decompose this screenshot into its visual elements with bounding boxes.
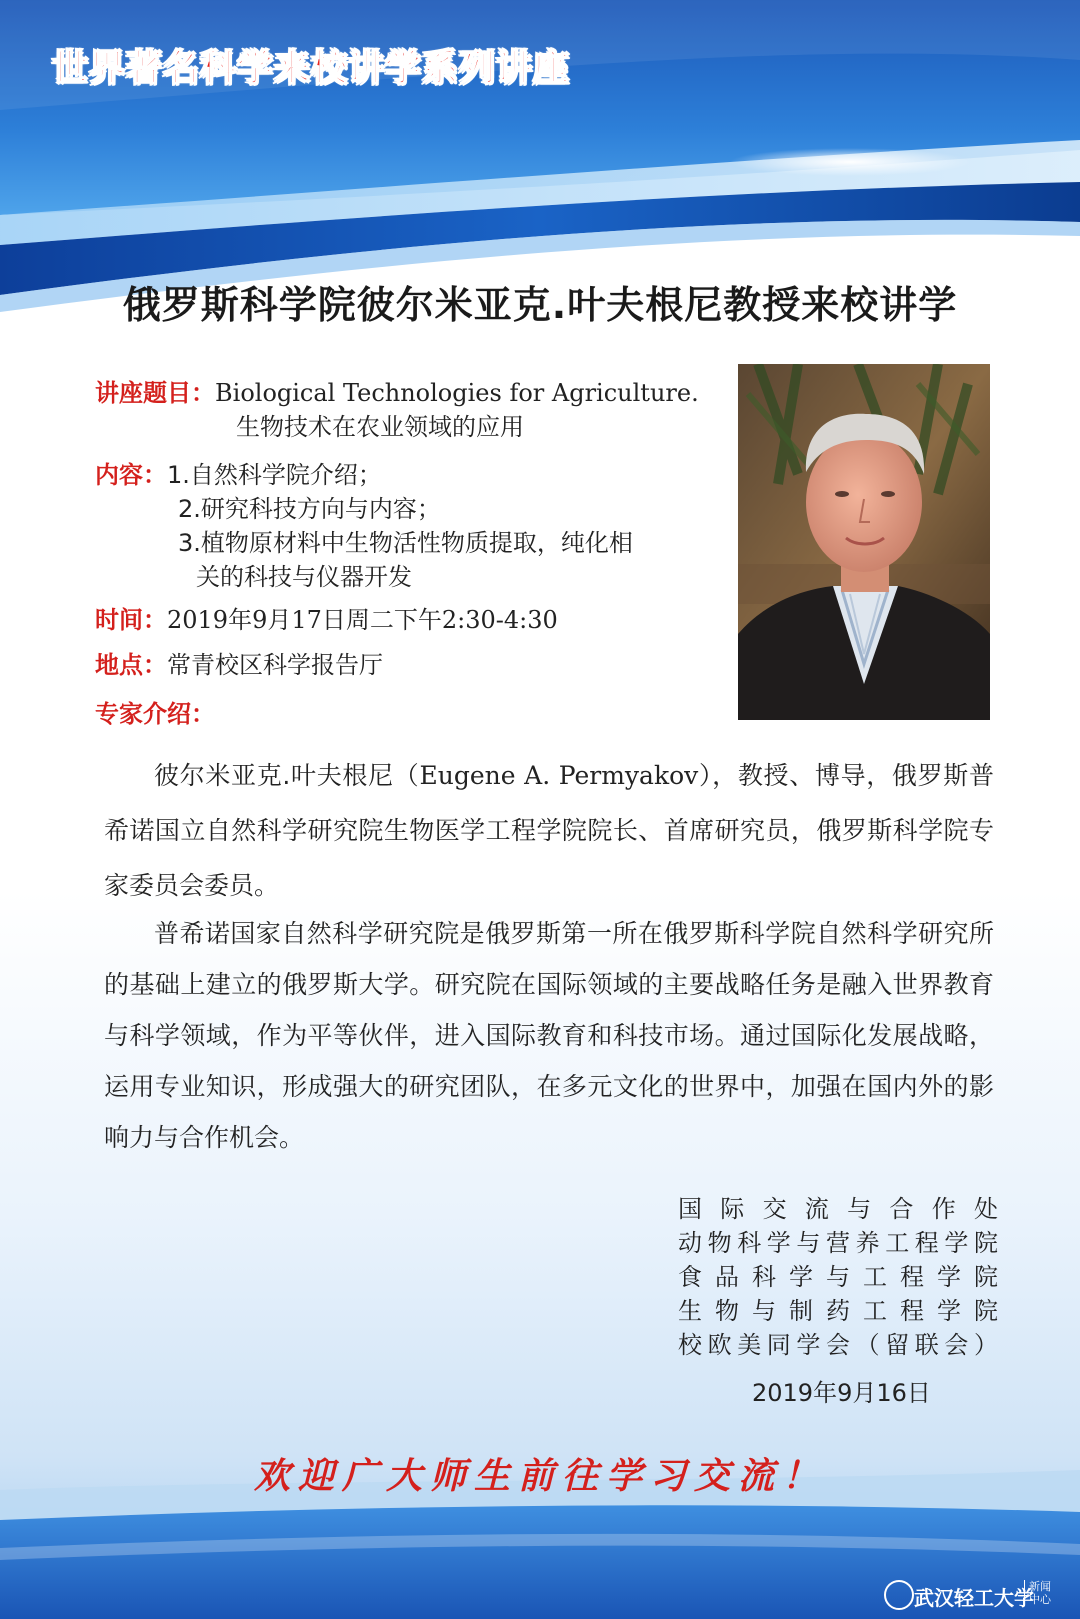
- organizer-4: 生物与制药工程学院: [678, 1297, 998, 1325]
- welcome-slogan: 欢迎广大师生前往学习交流！: [253, 1455, 826, 1497]
- bio-paragraph-1: [104, 748, 994, 913]
- lecture-time: [95, 603, 705, 637]
- sign-date: 2019年9月16日: [752, 1379, 931, 1407]
- news-center-label: 新闻中心: [1024, 1580, 1053, 1606]
- lecture-content: [95, 458, 705, 594]
- time-label: 时间：: [95, 606, 167, 634]
- bio-p1-end: ），教授、博导，俄罗斯普希诺国立自然科学研究院生物医学工程学院院长、首席研究员，俄罗斯科学院专家委员会委员。: [104, 761, 994, 900]
- main-title: 俄罗斯科学院彼尔米亚克.叶夫根尼教授来校讲学: [122, 283, 958, 327]
- topic-label: 讲座题目：: [95, 379, 215, 407]
- content-label: 内容：: [95, 461, 167, 489]
- bio-paragraph-2: 普希诺国家自然科学研究院是俄罗斯第一所在俄罗斯科学院自然科学研究所的基础上建立的俄罗斯大学。研究院在国际领域的主要战略任务是融入世界教育与科学领域，作为平等伙伴，进入国际教育和科技市场。通过国际化发展战略，运用专业知识，形成强大的研究团队，在多元文化的世界中，加强在国内外的影响力与合作机会。: [104, 919, 994, 1152]
- organizer-2: 动物科学与营养工程学院: [678, 1229, 998, 1257]
- organizer-3: 食品科学与工程学院: [678, 1263, 998, 1291]
- university-emblem-icon: [884, 1580, 914, 1610]
- university-logo-text: 武汉轻工大学: [914, 1586, 1034, 1610]
- place-value: 常青校区科学报告厅: [167, 651, 383, 679]
- topic-chinese: 生物技术在农业领域的应用: [236, 413, 524, 441]
- professor-photo: [738, 364, 990, 720]
- time-value: 2019年9月17日周二下午2:30-4:30: [167, 606, 558, 634]
- content-item-1: 1.自然科学院介绍；: [167, 461, 382, 489]
- bio-p1-latin-name: Eugene A. Permyakov: [419, 761, 699, 790]
- place-label: 地点：: [95, 651, 167, 679]
- content-item-2: 2.研究科技方向与内容；: [178, 495, 441, 523]
- expert-intro: [95, 697, 705, 731]
- expert-label: 专家介绍：: [95, 700, 215, 728]
- organizer-1: 国际交流与合作处: [678, 1195, 998, 1223]
- lecture-place: [95, 648, 705, 682]
- content-item-3: 3.植物原材料中生物活性物质提取，纯化相: [178, 529, 633, 557]
- content-item-3-cont: 关的科技与仪器开发: [196, 563, 412, 591]
- lecture-topic: [95, 376, 705, 444]
- series-title: 世界著名科学来校讲学系列讲座: [52, 48, 571, 89]
- topic-english: Biological Technologies for Agriculture.: [215, 379, 699, 407]
- bio-p1-start: 彼尔米亚克.叶夫根尼（: [154, 761, 420, 790]
- organizer-5: 校欧美同学会（留联会）: [678, 1331, 998, 1359]
